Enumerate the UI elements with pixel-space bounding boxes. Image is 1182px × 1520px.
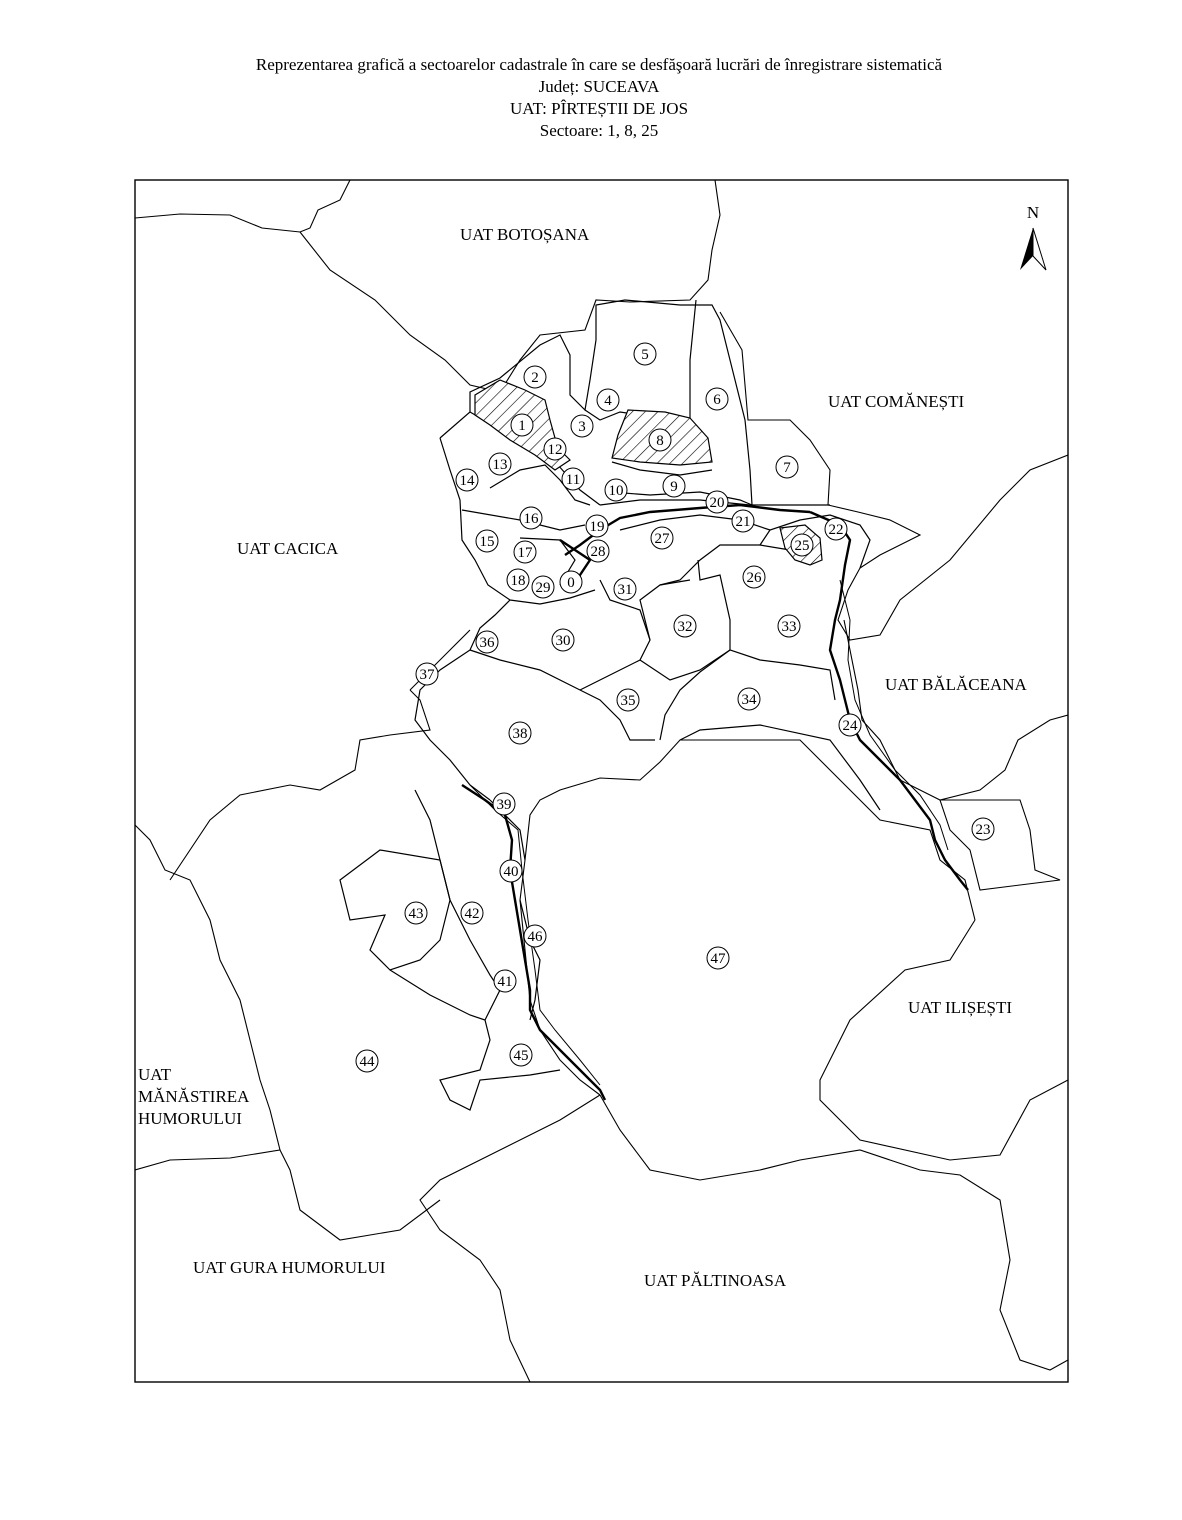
sector-marker-37	[416, 663, 438, 685]
sector-number-14: 14	[459, 473, 475, 489]
sector-marker-30	[552, 629, 574, 651]
sector-number-40: 40	[503, 864, 519, 880]
sector-number-20: 20	[709, 495, 725, 511]
sector-number-9: 9	[670, 479, 678, 495]
sector-marker-41	[494, 970, 516, 992]
sector-marker-44	[356, 1050, 378, 1072]
label-manastirea-line2: MĂNĂSTIREA	[138, 1087, 250, 1106]
sector-marker-9	[663, 475, 685, 497]
sector-line-30	[580, 580, 690, 690]
sector-number-12: 12	[547, 442, 563, 458]
sector-marker-6	[706, 388, 728, 410]
sectors-label: Sectoare: 1, 8, 25	[539, 121, 659, 140]
uat-label: UAT: PÎRTEȘTII DE JOS	[509, 99, 689, 118]
sector-number-44: 44	[359, 1054, 375, 1070]
sector-number-25: 25	[794, 538, 810, 554]
north-arrow-left-icon	[1020, 228, 1033, 270]
sector-number-39: 39	[496, 797, 512, 813]
label-gura-humorului: UAT GURA HUMORULUI	[193, 1258, 386, 1277]
sector-marker-15	[476, 530, 498, 552]
sector-marker-26	[743, 566, 765, 588]
parcel-sectors	[340, 300, 880, 1110]
north-arrow-right-icon	[1033, 228, 1046, 270]
sector-marker-36	[476, 631, 498, 653]
boundary-ilisesti	[820, 920, 1068, 1160]
river-east-bank	[840, 580, 948, 850]
sector-marker-46	[524, 925, 546, 947]
sector-marker-5	[634, 343, 656, 365]
boundary-gura-humorului	[135, 1150, 440, 1240]
north-arrow	[1020, 203, 1046, 270]
sector-marker-14	[456, 469, 478, 491]
sector-marker-24	[839, 714, 861, 736]
sector-number-46: 46	[527, 929, 543, 945]
sector-number-19: 19	[589, 519, 605, 535]
sector-number-1: 1	[518, 418, 526, 434]
sector-number-7: 7	[783, 460, 791, 476]
sector-marker-16	[520, 507, 542, 529]
sector-number-22: 22	[828, 522, 844, 538]
sector-marker-13	[489, 453, 511, 475]
sector-marker-39	[493, 793, 515, 815]
sector-line-34-west	[660, 650, 730, 740]
sector-line-5	[690, 300, 696, 420]
sector-marker-38	[509, 722, 531, 744]
sector-number-42: 42	[464, 906, 480, 922]
sector-marker-1	[511, 414, 533, 436]
sector-marker-10	[605, 479, 627, 501]
sector-number-47: 47	[710, 951, 726, 967]
sector-line-42	[415, 790, 500, 1020]
sector-marker-34	[738, 688, 760, 710]
sector-number-26: 26	[746, 570, 762, 586]
sector-marker-11	[562, 468, 584, 490]
sector-number-11: 11	[565, 472, 581, 488]
sector-number-28: 28	[590, 544, 606, 560]
sector-marker-33	[778, 615, 800, 637]
sector-number-16: 16	[523, 511, 539, 527]
sector-number-36: 36	[479, 635, 495, 651]
sector-marker-0	[560, 571, 582, 593]
sector-marker-25	[791, 534, 813, 556]
sector-marker-35	[617, 689, 639, 711]
sector-number-37: 37	[419, 667, 435, 683]
sector-number-17: 17	[517, 545, 533, 561]
boundary-paltinoasa-west	[420, 1095, 600, 1382]
neighbour-labels	[138, 225, 1028, 1290]
label-comanesti: UAT COMĂNEȘTI	[828, 392, 965, 411]
sector-marker-12	[544, 438, 566, 460]
sector-number-21: 21	[735, 514, 751, 530]
sector-marker-45	[510, 1044, 532, 1066]
sector-number-5: 5	[641, 347, 649, 363]
sector-number-32: 32	[677, 619, 693, 635]
sector-line-45	[390, 970, 560, 1110]
sector-marker-3	[571, 415, 593, 437]
sector-marker-8	[649, 429, 671, 451]
sector-number-27: 27	[654, 531, 670, 547]
sector-number-34: 34	[741, 692, 757, 708]
boundary-balaceana	[844, 620, 1068, 800]
sector-number-38: 38	[512, 726, 528, 742]
sector-number-23: 23	[975, 822, 991, 838]
sector-number-10: 10	[608, 483, 624, 499]
boundary-botosana-west	[135, 180, 350, 232]
highlighted-sectors	[475, 380, 822, 565]
uat-boundaries	[135, 180, 1068, 1382]
sector-marker-23	[972, 818, 994, 840]
sector-number-45: 45	[513, 1048, 529, 1064]
county-label: Județ: SUCEAVA	[538, 77, 660, 96]
north-label: N	[1026, 203, 1040, 222]
sector-marker-47	[707, 947, 729, 969]
sector-number-33: 33	[781, 619, 797, 635]
sector-marker-28	[587, 540, 609, 562]
label-botosana: UAT BOTOȘANA	[460, 225, 590, 244]
sector-marker-42	[461, 902, 483, 924]
sector-number-41: 41	[497, 974, 513, 990]
sector-number-43: 43	[408, 906, 424, 922]
sector-number-8: 8	[656, 433, 664, 449]
label-balaceana: UAT BĂLĂCEANA	[885, 675, 1027, 694]
label-ilisesti: UAT ILIȘEȘTI	[908, 998, 1013, 1017]
sector-marker-21	[732, 510, 754, 532]
sector-number-24: 24	[842, 718, 858, 734]
sector-number-3: 3	[578, 419, 586, 435]
sector-marker-32	[674, 615, 696, 637]
sector-line-34	[680, 725, 880, 810]
sector-number-15: 15	[479, 534, 495, 550]
sector-number-35: 35	[620, 693, 636, 709]
sector-number-30: 30	[555, 633, 571, 649]
sector-line-26	[698, 560, 835, 700]
sector-number-6: 6	[713, 392, 721, 408]
sector-marker-40	[500, 860, 522, 882]
sector-number-31: 31	[617, 582, 633, 598]
sector-line-43	[340, 850, 450, 970]
boundary-comanesti	[720, 312, 1068, 640]
label-manastirea-line1: UAT	[138, 1065, 172, 1084]
sector-marker-4	[597, 389, 619, 411]
label-manastirea-line3: HUMORULUI	[138, 1109, 242, 1128]
sector-line-27	[660, 545, 790, 585]
sector-line-38	[415, 600, 510, 800]
map-title: Reprezentarea grafică a sectoarelor cadastrale în care se desfăşoară lucrări de înregistrare sistematică	[255, 55, 943, 74]
sector-number-4: 4	[604, 393, 612, 409]
boundary-sector-47-west	[520, 740, 975, 1095]
sector-marker-19	[586, 515, 608, 537]
sector-marker-22	[825, 518, 847, 540]
sector-marker-17	[514, 541, 536, 563]
label-paltinoasa: UAT PĂLTINOASA	[644, 1271, 787, 1290]
sector-marker-7	[776, 456, 798, 478]
sector-marker-43	[405, 902, 427, 924]
sector-line-32	[640, 650, 730, 680]
sector-marker-27	[651, 527, 673, 549]
sector-marker-20	[706, 491, 728, 513]
sector-number-29: 29	[535, 580, 551, 596]
boundary-paltinoasa-east	[600, 1095, 1068, 1370]
boundary-botosana	[300, 180, 720, 392]
sector-number-13: 13	[492, 457, 508, 473]
sector-marker-2	[524, 366, 546, 388]
label-cacica: UAT CACICA	[237, 539, 339, 558]
sector-number-2: 2	[531, 370, 539, 386]
sector-marker-31	[614, 578, 636, 600]
sector-marker-29	[532, 576, 554, 598]
sector-number-18: 18	[510, 573, 526, 589]
sector-number-0: 0	[567, 575, 575, 591]
map-frame	[135, 180, 1068, 1382]
river-main-east	[810, 512, 968, 890]
sector-marker-18	[507, 569, 529, 591]
